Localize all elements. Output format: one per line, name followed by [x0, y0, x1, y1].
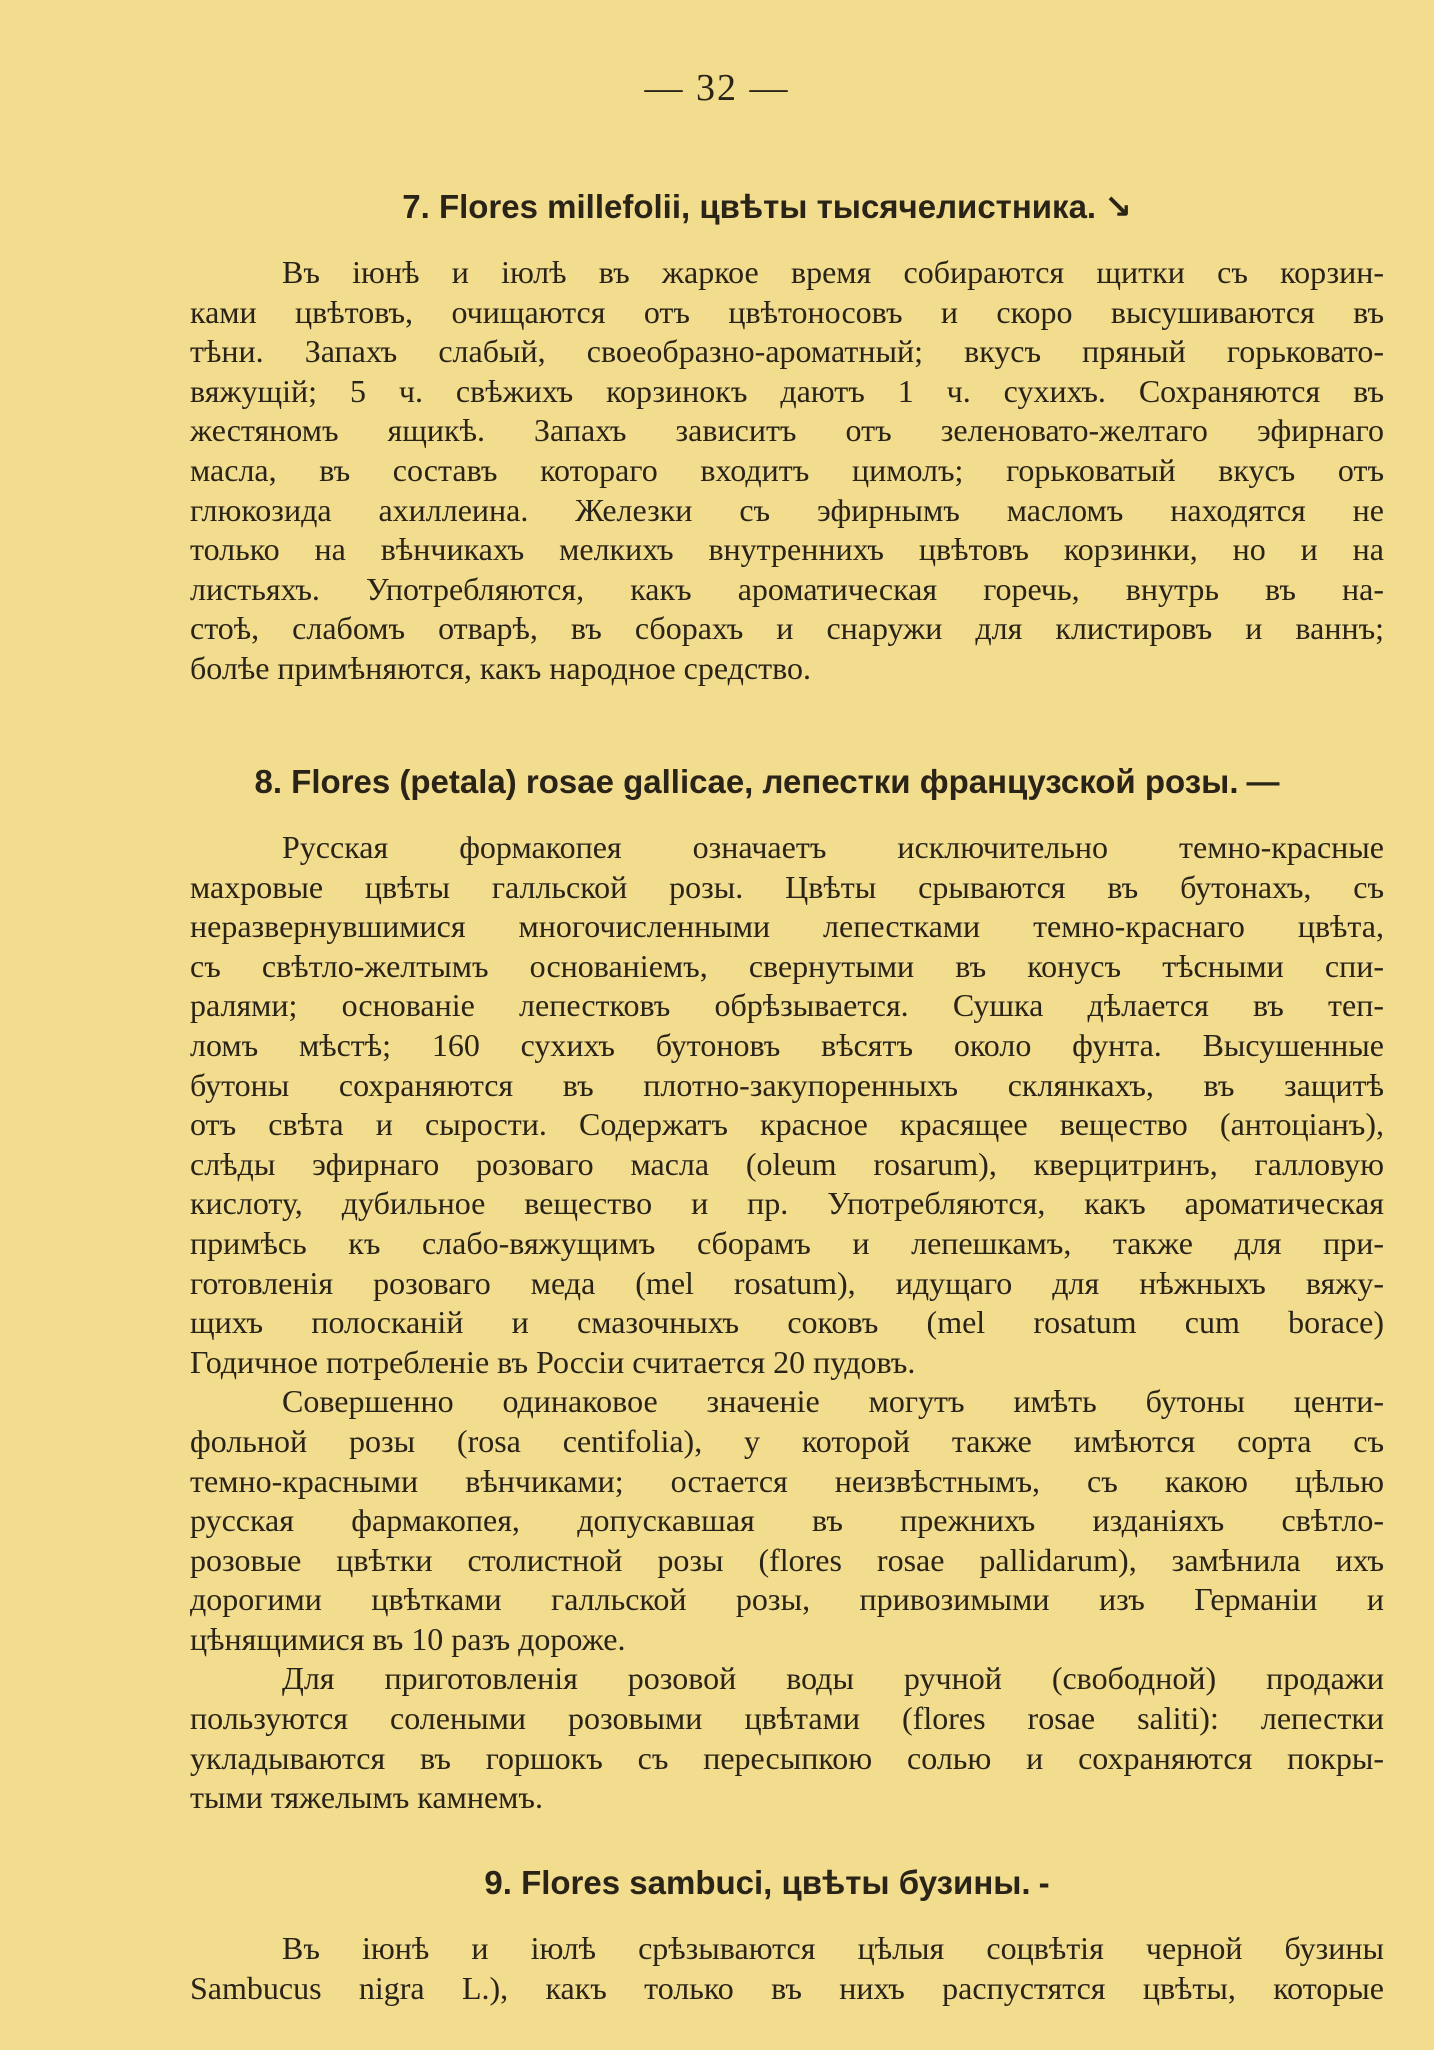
section-7-body: [190, 253, 1384, 689]
section-9-body: [190, 1929, 1384, 2008]
section-9-title: 9. Flores sambuci, цвѣты бузины.: [484, 1864, 1031, 1901]
text-line: тыми тяжелымъ камнемъ.: [190, 1779, 543, 1816]
section-8-title: 8. Flores (petala) rosae gallicae, лепестки французской розы.: [254, 763, 1239, 800]
section-8-mark: —: [1246, 763, 1280, 800]
text-line: отъ свѣта и сырости. Содержатъ красное красящее вещество (антоціанъ),: [190, 1106, 1384, 1143]
text-line: кислоту, дубильное вещество и пр. Употребляются, какъ ароматическая: [190, 1185, 1384, 1222]
text-line: ломъ мѣстѣ; 160 сухихъ бутоновъ вѣсятъ около фунта. Высушенные: [190, 1026, 1384, 1063]
text-line: темно-красными вѣнчиками; остается неизвѣстнымъ, съ какою цѣлью: [190, 1462, 1384, 1499]
text-line: тѣни. Запахъ слабый, своеобразно-ароматный; вкусъ пряный горьковато-: [190, 333, 1384, 370]
text-line: ками цвѣтовъ, очищаются отъ цвѣтоносовъ и скоро высушиваются въ: [190, 293, 1384, 330]
section-8-body: [190, 828, 1384, 1818]
text-line: болѣе примѣняются, какъ народное средство.: [190, 649, 812, 686]
text-line: розовые цвѣтки столистной розы (flores rosae pallidarum), замѣнила ихъ: [190, 1541, 1384, 1578]
text-line: листьяхъ. Употребляются, какъ ароматическая горечь, внутрь въ на-: [190, 570, 1384, 607]
text-line: фольной розы (rosa centifolia), у которой также имѣются сорта съ: [190, 1422, 1384, 1459]
text-line: махровые цвѣты галльской розы. Цвѣты срываются въ бутонахъ, съ: [190, 868, 1384, 905]
section-7-mark: ↘: [1104, 188, 1132, 225]
text-line: пользуются солеными розовыми цвѣтами (flores rosae saliti): лепестки: [190, 1700, 1384, 1737]
text-line: Для приготовленія розовой воды ручной (свободной) продажи: [282, 1660, 1384, 1697]
section-7-title: 7. Flores millefolii, цвѣты тысячелистника.: [402, 188, 1097, 225]
text-line: готовленія розоваго меда (mel rosatum), идущаго для нѣжныхъ вяжу-: [190, 1264, 1384, 1301]
page-number: — 32 —: [644, 67, 790, 109]
section-9-heading: [150, 1863, 1384, 1903]
section-8-heading: [150, 762, 1384, 802]
text-line: щихъ полосканій и смазочныхъ соковъ (mel rosatum cum borace): [190, 1304, 1384, 1341]
text-line: слѣды эфирнаго розоваго масла (oleum rosarum), кверцитринъ, галловую: [190, 1145, 1384, 1182]
text-line: только на вѣнчикахъ мелкихъ внутреннихъ цвѣтовъ корзинки, но и на: [190, 531, 1384, 568]
text-line: вяжущій; 5 ч. свѣжихъ корзинокъ даютъ 1 ч. сухихъ. Сохраняются въ: [190, 372, 1384, 409]
text-line: Въ іюнѣ и іюлѣ въ жаркое время собираются щитки съ корзин-: [282, 254, 1384, 290]
text-line: укладываются въ горшокъ съ пересыпкою солью и сохраняются покры-: [190, 1739, 1384, 1776]
section-9-mark: -: [1038, 1864, 1050, 1901]
text-line: жестяномъ ящикѣ. Запахъ зависитъ отъ зеленовато-желтаго эфирнаго: [190, 412, 1384, 449]
text-line: масла, въ составъ котораго входитъ цимолъ; горьковатый вкусъ отъ: [190, 451, 1384, 488]
text-line: неразвернувшимися многочисленными лепестками темно-краснаго цвѣта,: [190, 908, 1384, 945]
text-line: бутоны сохраняются въ плотно-закупоренныхъ склянкахъ, въ защитѣ: [190, 1066, 1384, 1103]
text-line: Совершенно одинаковое значеніе могутъ имѣть бутоны центи-: [282, 1383, 1384, 1420]
text-line: глюкозида ахиллеина. Железки съ эфирнымъ масломъ находятся не: [190, 491, 1384, 528]
text-line: Въ іюнѣ и іюлѣ срѣзываются цѣлыя соцвѣтія черной бузины: [282, 1930, 1384, 1966]
text-line: ралями; основаніе лепестковъ обрѣзывается. Сушка дѣлается въ теп-: [190, 987, 1384, 1024]
text-line: русская фармакопея, допускавшая въ прежнихъ изданіяхъ свѣтло-: [190, 1502, 1384, 1539]
text-line: стоѣ, слабомъ отварѣ, въ сборахъ и снаружи для клистировъ и ваннъ;: [190, 610, 1384, 647]
section-7-heading: [150, 187, 1384, 227]
text-line: примѣсь къ слабо-вяжущимъ сборамъ и лепешкамъ, также для при-: [190, 1224, 1384, 1261]
text-line: цѣнящимися въ 10 разъ дороже.: [190, 1620, 626, 1657]
text-line: Sambucus nigra L.), какъ только въ нихъ распустятся цвѣты, которые: [190, 1969, 1384, 2006]
text-line: Годичное потребленіе въ Россіи считается 20 пудовъ.: [190, 1343, 916, 1380]
text-line: дорогими цвѣтками галльской розы, привозимыми изъ Германіи и: [190, 1581, 1384, 1618]
text-line: съ свѣтло-желтымъ основаніемъ, свернутыми въ конусъ тѣсными спи-: [190, 947, 1384, 984]
text-line: Русская формакопея означаетъ исключительно темно-красные: [282, 829, 1384, 865]
